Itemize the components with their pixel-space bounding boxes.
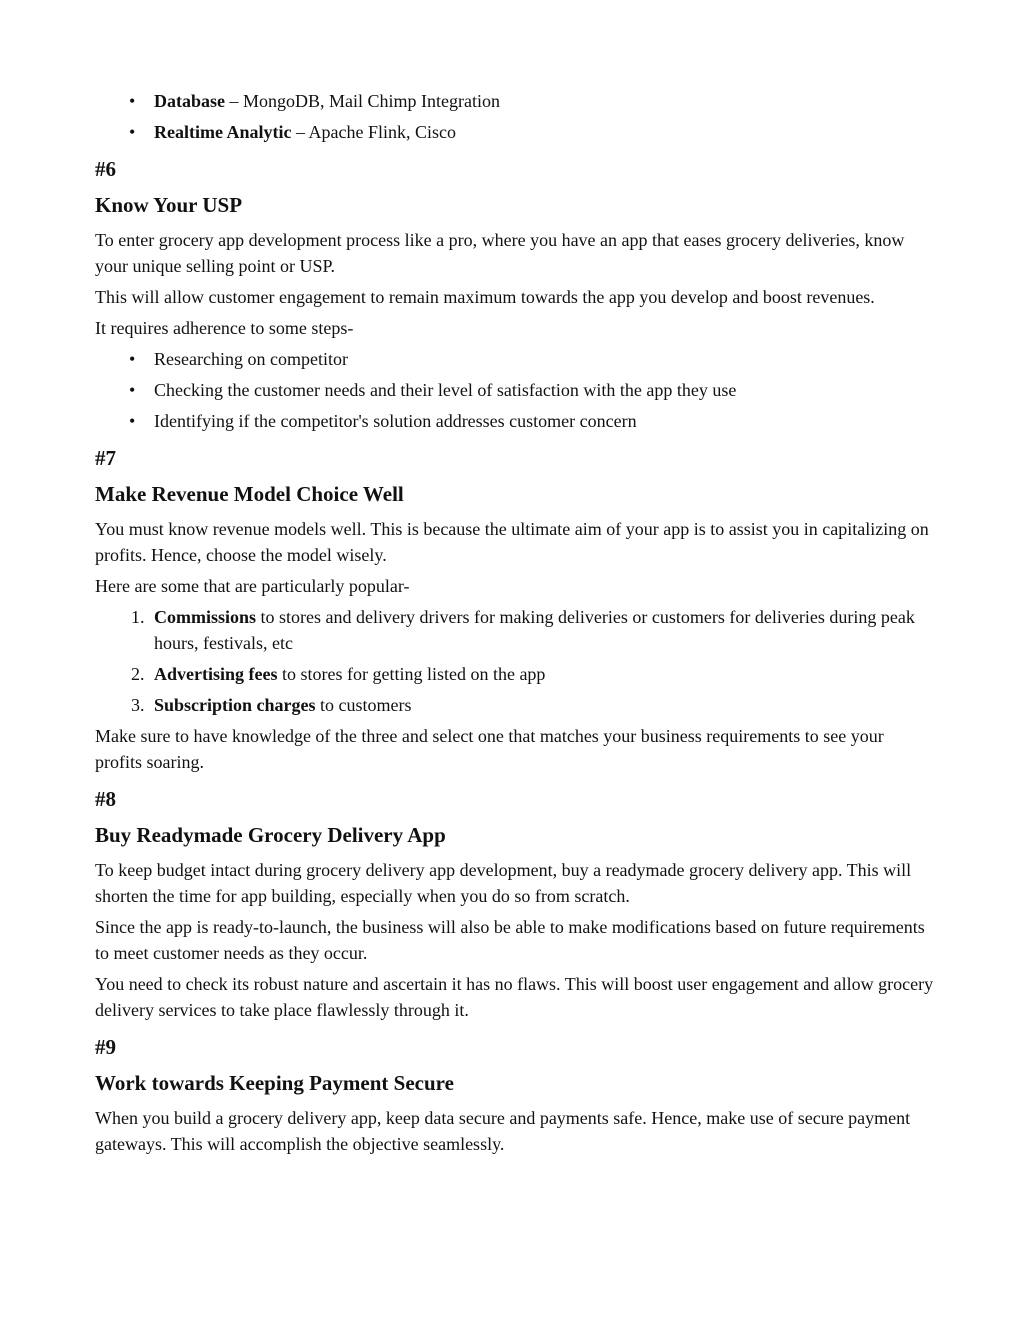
tech-stack-list — [95, 88, 935, 145]
paragraph: Make sure to have knowledge of the three and select one that matches your business requirements to see your profits soaring. — [95, 726, 884, 772]
document-page — [95, 88, 935, 1162]
bullet-icon: • — [129, 122, 136, 142]
section-heading: Buy Readymade Grocery Delivery App — [95, 823, 446, 847]
bullet-icon: • — [129, 91, 136, 111]
list-item-text: Checking the customer needs and their level of satisfaction with the app they use — [154, 380, 737, 400]
paragraph: To enter grocery app development process like a pro, where you have an app that eases grocery deliveries, know your unique selling point or USP. — [95, 230, 905, 276]
list-item — [95, 604, 935, 656]
list-number: 3. — [131, 695, 145, 715]
paragraph: Here are some that are particularly popular- — [95, 576, 410, 596]
list-item-text: Researching on competitor — [154, 349, 348, 369]
list-item-text: to stores and delivery drivers for making deliveries or customers for deliveries during peak hours, festivals, etc — [154, 607, 915, 653]
list-item-text: Identifying if the competitor's solution addresses customer concern — [154, 411, 637, 431]
list-item — [95, 119, 935, 145]
list-item — [95, 661, 935, 687]
list-item — [95, 88, 935, 114]
list-item — [95, 377, 935, 403]
list-item — [95, 346, 935, 372]
bullet-icon: • — [129, 349, 136, 369]
paragraph: It requires adherence to some steps- — [95, 318, 354, 338]
list-item-term: Realtime Analytic — [154, 122, 292, 142]
section-heading: Make Revenue Model Choice Well — [95, 482, 404, 506]
paragraph: When you build a grocery delivery app, keep data secure and payments safe. Hence, make use of secure payment gateways. This will accomplish the objective seamlessly. — [95, 1108, 911, 1154]
section-number: #6 — [95, 157, 116, 181]
list-item-text: – MongoDB, Mail Chimp Integration — [225, 91, 500, 111]
section-heading: Know Your USP — [95, 193, 243, 217]
list-item-term: Advertising fees — [154, 664, 278, 684]
list-item — [95, 408, 935, 434]
list-number: 2. — [131, 664, 145, 684]
paragraph: This will allow customer engagement to remain maximum towards the app you develop and boost revenues. — [95, 287, 875, 307]
list-number: 1. — [131, 607, 145, 627]
steps-list — [95, 346, 935, 434]
bullet-icon: • — [129, 380, 136, 400]
list-item-text: – Apache Flink, Cisco — [291, 122, 456, 142]
list-item-term: Database — [154, 91, 225, 111]
revenue-models-list — [95, 604, 935, 718]
list-item-text: to customers — [315, 695, 412, 715]
section-number: #9 — [95, 1035, 116, 1059]
list-item-term: Subscription charges — [154, 695, 316, 715]
paragraph: To keep budget intact during grocery delivery app development, buy a readymade grocery delivery app. This will shorten the time for app building, especially when you do so from scratch. — [95, 860, 912, 906]
list-item — [95, 692, 935, 718]
section-number: #8 — [95, 787, 116, 811]
paragraph: You need to check its robust nature and ascertain it has no flaws. This will boost user engagement and allow grocery delivery services to take place flawlessly through it. — [95, 974, 934, 1020]
bullet-icon: • — [129, 411, 136, 431]
paragraph: Since the app is ready-to-launch, the business will also be able to make modifications based on future requirements to meet customer needs as they occur. — [95, 917, 925, 963]
list-item-text: to stores for getting listed on the app — [277, 664, 546, 684]
list-item-term: Commissions — [154, 607, 257, 627]
section-heading: Work towards Keeping Payment Secure — [95, 1071, 454, 1095]
paragraph: You must know revenue models well. This is because the ultimate aim of your app is to assist you in capitalizing on profits. Hence, choose the model wisely. — [95, 519, 929, 565]
section-number: #7 — [95, 446, 116, 470]
